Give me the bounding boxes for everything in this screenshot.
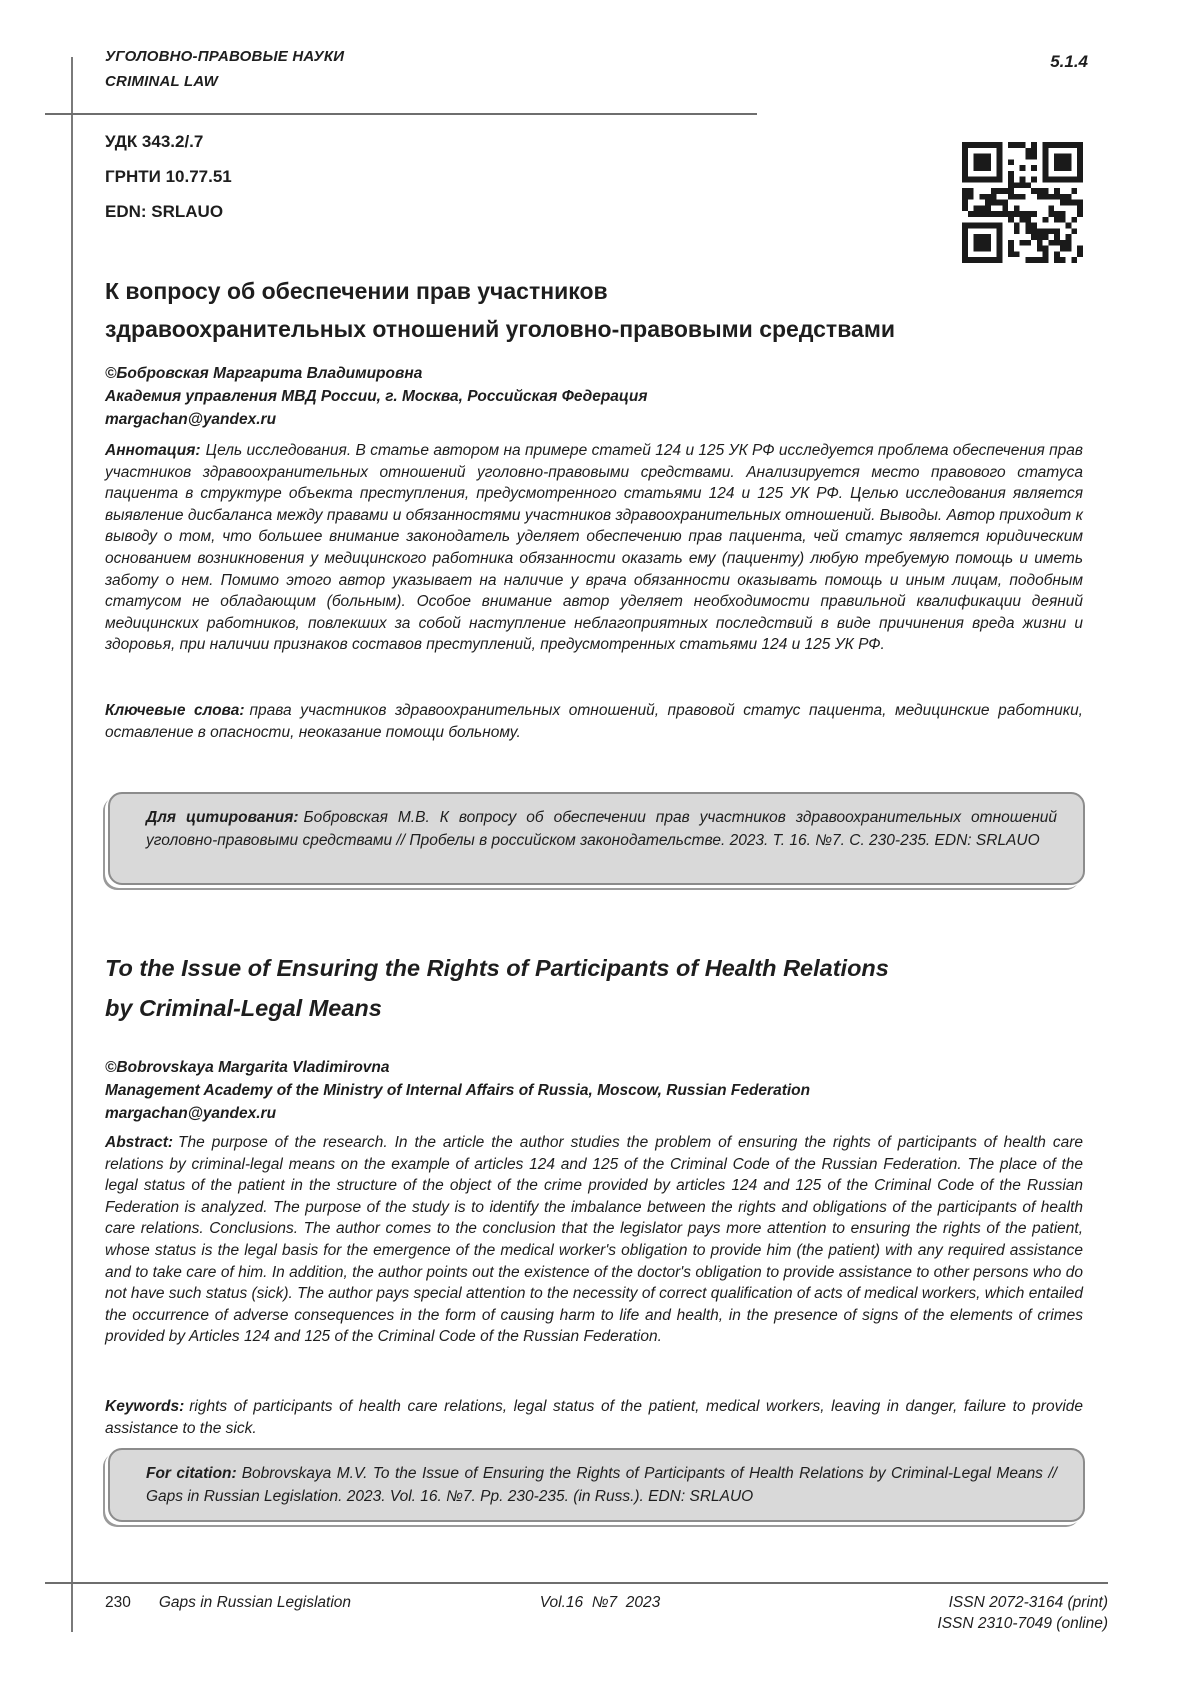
journal-title: Gaps in Russian Legislation xyxy=(158,1594,352,1611)
keywords-en xyxy=(105,1396,1083,1439)
citation-text-en: Bobrovskaya M.V. To the Issue of Ensuring the Rights of Participants of Health Relations by Criminal-Legal Means // Gaps in Russian Legislation. 2023. Vol. 16. №7. Pp. 230-235. (in Russ.). EDN: SRLAUO xyxy=(146,1465,1057,1505)
issn-online: ISSN 2310-7049 (online) xyxy=(937,1615,1108,1632)
header-divider xyxy=(45,113,757,115)
author-block-ru xyxy=(105,362,1085,431)
abstract-text-en: The purpose of the research. In the article the author studies the problem of ensuring the rights of participants of health care relations by criminal-legal means on the example of articles 124 and 125 of the Criminal Code of the Russian Federation. The place of the legal status of the patient in the structure of the object of the crime provided by articles 124 and 125 of the Criminal Code of the Russian Federation is analyzed. The purpose of the study is to identify the imbalance between the rights and obligations of the participants of health care relations. Conclusions. The author comes to the conclusion that the legislator pays more attention to ensuring the rights of the patient, whose status is the legal basis for the emergence of the medical worker's obligation to provide him (the patient) with any required assistance and to take care of him. In addition, the author points out the existence of the doctor's obligation to provide assistance to other persons who do not have such status (sick). The author pays special attention to the necessity of correct qualification of acts of medical workers, which entailed the occurrence of adverse consequences in the form of causing harm to life and health, in the presence of signs of the elements of crimes provided by Articles 124 and 125 of the Criminal Code of the Russian Federation. xyxy=(105,1134,1083,1346)
author-affiliation-ru: Академия управления МВД России, г. Москва, Российская Федерация xyxy=(105,388,648,405)
citation-text-ru: Бобровская М.В. К вопросу об обеспечении прав участников здравоохранительных отношений уголовно-правовыми средствами // Пробелы в российском законодательстве. 2023. Т. 16. №7. С. 230-235. EDN: SRLAUO xyxy=(146,809,1057,849)
abstract-label-ru: Аннотация: xyxy=(105,442,201,459)
citation-label-ru: Для цитирования: xyxy=(146,809,299,826)
issn-print: ISSN 2072-3164 (print) xyxy=(948,1594,1108,1611)
keywords-ru xyxy=(105,700,1083,743)
article-title-ru: К вопросу об обеспечении прав участников здравоохранительных отношений уголовно-правовыми средствами xyxy=(105,278,895,342)
citation-box-ru xyxy=(108,792,1085,885)
abstract-label-en: Abstract: xyxy=(105,1134,174,1151)
keywords-label-en: Keywords: xyxy=(105,1398,185,1415)
author-name-ru: ©Бобровская Маргарита Владимировна xyxy=(105,365,423,382)
edn-code: EDN: SRLAUO xyxy=(105,202,224,221)
left-margin-rule xyxy=(71,57,73,1632)
author-email-ru: margachan@yandex.ru xyxy=(105,411,277,428)
author-block-en xyxy=(105,1056,1085,1125)
article-codes xyxy=(105,130,232,235)
citation-label-en: For citation: xyxy=(146,1465,237,1482)
citation-box-en xyxy=(108,1448,1085,1522)
udk-code: УДК 343.2/.7 xyxy=(105,132,204,151)
author-affiliation-en: Management Academy of the Ministry of Internal Affairs of Russia, Moscow, Russian Federation xyxy=(105,1082,811,1099)
keywords-text-ru: права участников здравоохранительных отношений, правовой статус пациента, медицинские работники, оставление в опасности, неоказание помощи больному. xyxy=(105,702,1083,741)
footer-right xyxy=(937,1592,1108,1634)
running-head xyxy=(105,44,344,94)
abstract-en xyxy=(105,1132,1083,1348)
author-name-en: ©Bobrovskaya Margarita Vladimirovna xyxy=(105,1059,390,1076)
specialty-code: 5.1.4 xyxy=(1050,52,1088,71)
article-title-en: To the Issue of Ensuring the Rights of Participants of Health Relations by Criminal-Legal Means xyxy=(105,955,889,1021)
author-email-en: margachan@yandex.ru xyxy=(105,1105,277,1122)
abstract-ru xyxy=(105,440,1083,656)
footer-divider xyxy=(45,1582,1108,1584)
grnti-code: ГРНТИ 10.77.51 xyxy=(105,167,232,186)
qr-code-icon xyxy=(962,142,1083,263)
abstract-text-ru: Цель исследования. В статье автором на примере статей 124 и 125 УК РФ исследуется проблема обеспечения прав участников здравоохранительных отношений уголовно-правовыми средствами. Анализируется место правового статуса пациента в структуре объекта преступления, предусмотренного статьями 124 и 125 УК РФ. Целью исследования является выявление дисбаланса между правами и обязанностями участников здравоохранительных отношений. Выводы. Автор приходит к выводу о том, что большее внимание законодатель уделяет обеспечению прав пациента, чей статус является юридическим основанием возникновения у медицинского работника обязанности оказать ему (пациенту) любую требуемую помощь и иметь заботу о нем. Помимо этого автор указывает на наличие у врача обязанности оказывать помощь и иным лицам, подобным статусом не обладающим (больным). Особое внимание автор уделяет необходимости правильной квалификации деяний медицинских работников, повлекших за собой наступление неблагоприятных последствий в виде причинения вреда жизни и здоровья, при наличии признаков составов преступлений, предусмотренных статьями 124 и 125 УК РФ. xyxy=(105,442,1083,654)
section-title-en: CRIMINAL LAW xyxy=(105,73,218,90)
issue-info: Vol.16 №7 2023 xyxy=(539,1594,661,1611)
page-number: 230 xyxy=(105,1594,131,1611)
keywords-text-en: rights of participants of health care relations, legal status of the patient, medical workers, leaving in danger, failure to provide assistance to the sick. xyxy=(105,1398,1083,1437)
section-title-ru: УГОЛОВНО-ПРАВОВЫЕ НАУКИ xyxy=(105,48,345,65)
keywords-label-ru: Ключевые слова: xyxy=(105,702,245,719)
